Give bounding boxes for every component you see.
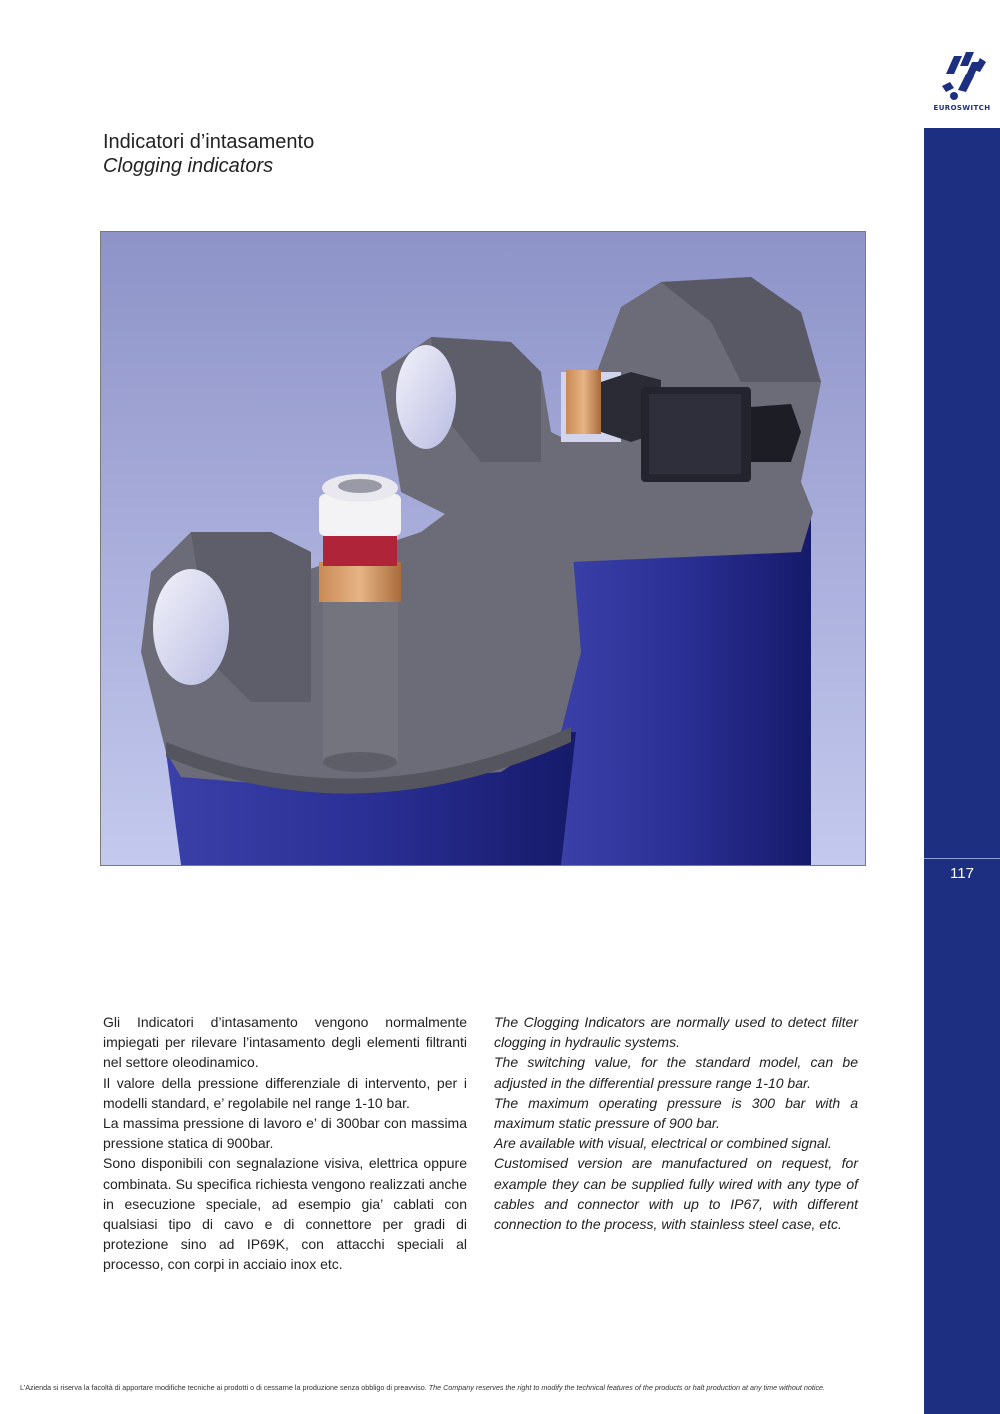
brand-name: EUROSWITCH bbox=[933, 104, 991, 112]
paragraph: Are available with visual, electrical or combined signal. bbox=[494, 1135, 832, 1152]
footer-note-italian: L’Azienda si riserva la facoltà di apportare modifiche tecniche ai prodotti o di cessarne la produzione senza obbligo di preavviso. bbox=[20, 1383, 427, 1392]
visual-clogging-indicator bbox=[319, 474, 401, 602]
footer-note-english: The Company reserves the right to modify the technical features of the products or halt production at any time without notice. bbox=[428, 1383, 826, 1392]
title-english: Clogging indicators bbox=[103, 155, 274, 177]
paragraph: The switching value, for the standard model, can be adjusted in the differential pressure range 1-10 bar. bbox=[494, 1054, 858, 1091]
paragraph: Gli Indicatori d’intasamento vengono normalmente impiegati per rilevare l’intasamento degli elementi filtranti nel settore oleodinamico. bbox=[103, 1014, 467, 1071]
paragraph: The Clogging Indicators are normally used to detect filter clogging in hydraulic systems. bbox=[494, 1014, 858, 1051]
brand-sidebar bbox=[924, 128, 1000, 1414]
legal-footer bbox=[20, 1383, 920, 1392]
paragraph: Sono disponibili con segnalazione visiva, elettrica oppure combinata. Su specifica richiesta vengono realizzati anche in esecuzione speciale, ad esempio gia’ cablati con qualsiasi tipo di cavo e di connettore per gradi di protezione sino ad IP69K, con attacchi speciali al processo, con corpi in acciaio inox etc. bbox=[103, 1155, 467, 1273]
page-number: 117 bbox=[924, 858, 1000, 882]
paragraph: The maximum operating pressure is 300 bar with a maximum static pressure of 900 bar. bbox=[494, 1094, 858, 1132]
description-italian bbox=[103, 1012, 467, 1275]
description-english bbox=[494, 1012, 858, 1234]
paragraph: Customised version are manufactured on request, for example they can be supplied fully wired with any type of cables and connector with up to IP67, with different connection to the process, with stainless steel case, etc. bbox=[494, 1155, 858, 1233]
paragraph: Il valore della pressione differenziale di intervento, per i modelli standard, e’ regolabile nel range 1-10 bar. bbox=[103, 1074, 467, 1111]
title-italian: Indicatori d’intasamento bbox=[103, 131, 315, 153]
page-title bbox=[103, 130, 314, 178]
paragraph: La massima pressione di lavoro e’ di 300bar con massima pressione statica di 900bar. bbox=[103, 1115, 467, 1152]
product-rendering bbox=[100, 231, 866, 866]
